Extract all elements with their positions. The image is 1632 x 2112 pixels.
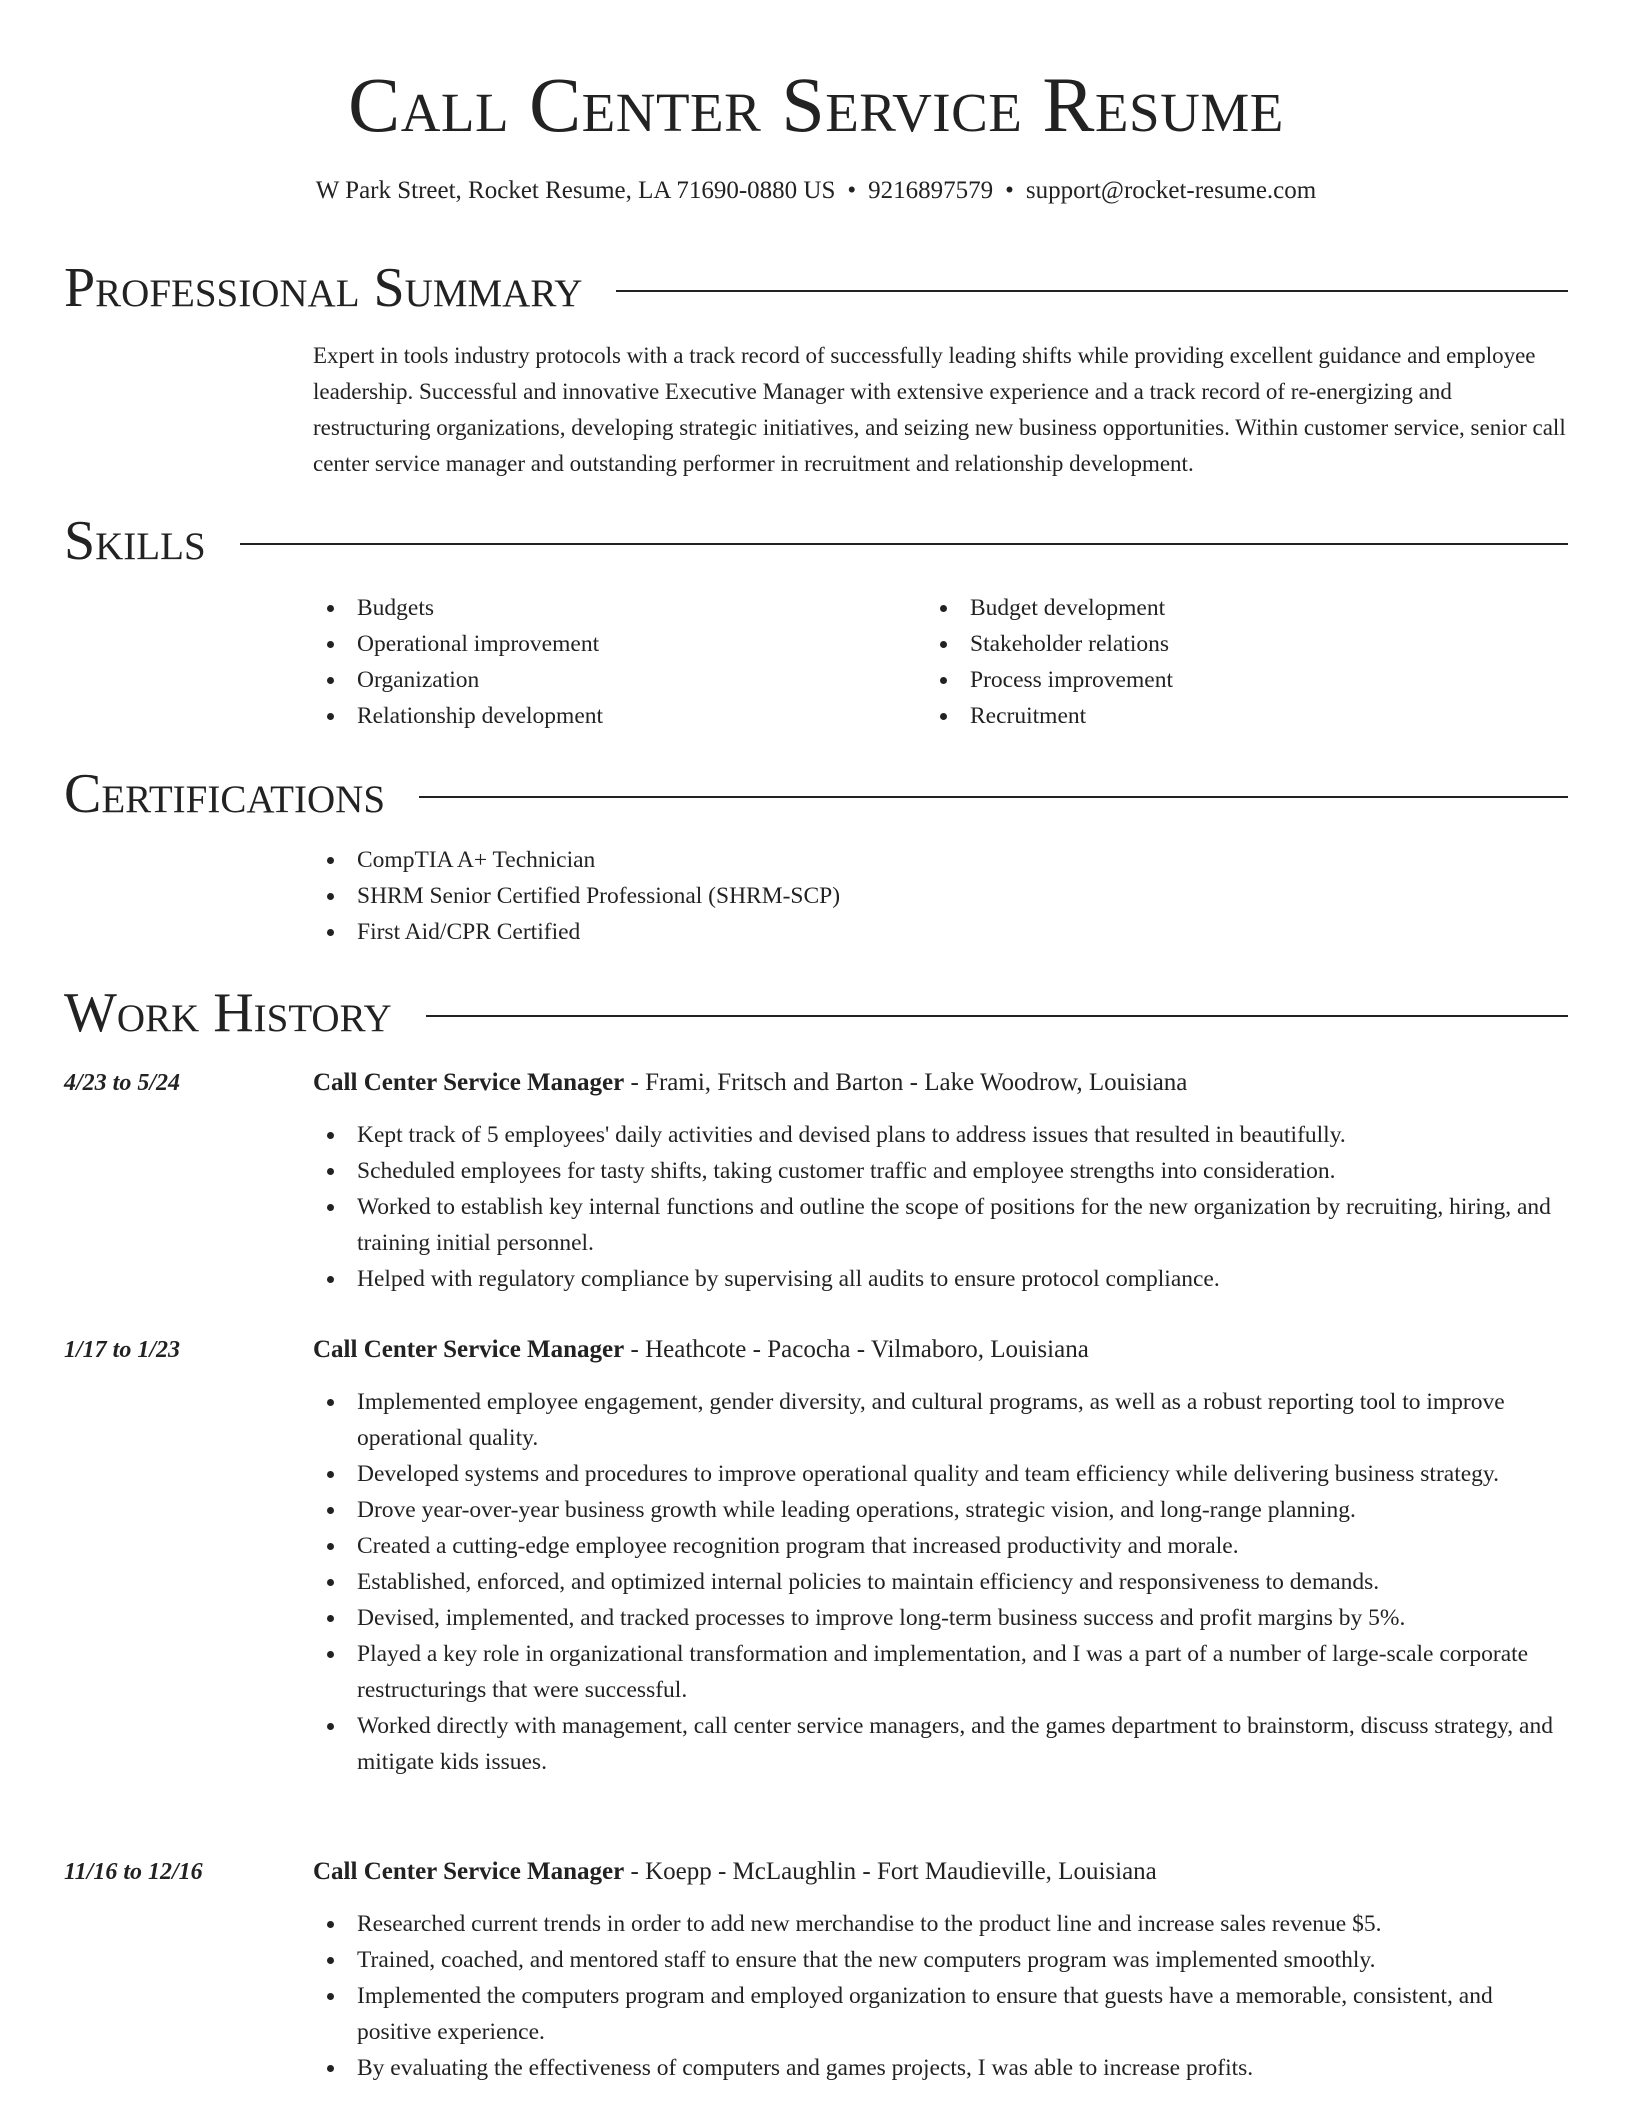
job-employer-location: - Heathcote - Pacocha - Vilmaboro, Louisiana: [624, 1336, 1089, 1363]
job-duty-item: Worked to establish key internal functions and outline the scope of positions for the new organization by recruiting, hiring, and training initial personnel.: [313, 1189, 1569, 1261]
contact-phone: 9216897579: [868, 177, 994, 204]
job-duty-item: Established, enforced, and optimized internal policies to maintain efficiency and responsiveness to demands.: [313, 1564, 1569, 1600]
job-duties-list: [313, 1906, 1569, 2086]
contact-line: [0, 176, 1632, 206]
contact-email: support@rocket-resume.com: [1025, 177, 1317, 204]
job-duty-item: Implemented the computers program and employed organization to ensure that guests have a memorable, consistent, and positive experience.: [313, 1978, 1569, 2050]
job-heading: [313, 1334, 1089, 1366]
job-duties: [313, 1906, 1569, 2086]
job-duty-item: Created a cutting-edge employee recognition program that increased productivity and morale.: [313, 1528, 1569, 1564]
skills-section-header: [64, 506, 1568, 576]
certifications-section-title: Certifications: [64, 763, 386, 825]
skills-column-left: [313, 590, 913, 734]
skills-column-right: [926, 590, 1526, 734]
skill-item: Relationship development: [313, 698, 913, 734]
skill-item: Budget development: [926, 590, 1526, 626]
section-divider: [419, 796, 1568, 798]
certifications-list-wrapper: [313, 842, 1513, 950]
job-duty-item: Worked directly with management, call center service managers, and the games department to brainstorm, discuss strategy, and mitigate kids issues.: [313, 1708, 1569, 1780]
job-duty-item: Played a key role in organizational transformation and implementation, and I was a part of a number of large-scale corporate restructurings that were successful.: [313, 1636, 1569, 1708]
job-dates: 1/17 to 1/23: [64, 1337, 181, 1363]
section-divider: [616, 290, 1568, 292]
job-title: Call Center Service Manager: [313, 1858, 625, 1885]
job-duties-list: [313, 1117, 1569, 1297]
job-heading: [313, 1067, 1187, 1099]
job-duties: [313, 1384, 1569, 1780]
summary-text: Expert in tools industry protocols with a track record of successfully leading shifts while providing excellent guidance and employee leadership. Successful and innovative Executive Manager with extensive experience and a track record of re-energizing and restructuring organizations, developing strategic initiatives, and seizing new business opportunities. Within customer service, senior call center service manager and outstanding performer in recruitment and relationship development.: [313, 343, 1566, 476]
contact-separator: •: [1005, 177, 1014, 204]
work-history-section-title: Work History: [64, 982, 392, 1044]
job-duty-item: By evaluating the effectiveness of computers and games projects, I was able to increase profits.: [313, 2050, 1569, 2086]
job-dates: 4/23 to 5/24: [64, 1070, 181, 1096]
certifications-list: [313, 842, 1513, 950]
skill-item: Budgets: [313, 590, 913, 626]
job-dates: 11/16 to 12/16: [64, 1859, 203, 1885]
job-duty-item: Helped with regulatory compliance by supervising all audits to ensure protocol compliance.: [313, 1261, 1569, 1297]
skill-item: Operational improvement: [313, 626, 913, 662]
job-title: Call Center Service Manager: [313, 1069, 625, 1096]
section-divider: [240, 543, 1568, 545]
job-duty-item: Developed systems and procedures to improve operational quality and team efficiency while delivering business strategy.: [313, 1456, 1569, 1492]
contact-separator: •: [847, 177, 857, 204]
job-title: Call Center Service Manager: [313, 1336, 625, 1363]
resume-name: Call Center Service Resume: [348, 61, 1284, 148]
job-duty-item: Scheduled employees for tasty shifts, taking customer traffic and employee strengths into consideration.: [313, 1153, 1569, 1189]
job-employer-location: - Koepp - McLaughlin - Fort Maudieville, Louisiana: [624, 1858, 1157, 1885]
job-duty-item: Devised, implemented, and tracked processes to improve long-term business success and profit margins by 5%.: [313, 1600, 1569, 1636]
summary-section-header: [64, 253, 1568, 323]
certification-item: First Aid/CPR Certified: [313, 914, 1513, 950]
skill-item: Recruitment: [926, 698, 1526, 734]
skills-list-right: [926, 590, 1526, 734]
work-history-section-header: [64, 978, 1568, 1048]
certification-item: CompTIA A+ Technician: [313, 842, 1513, 878]
job-duty-item: Trained, coached, and mentored staff to ensure that the new computers program was implemented smoothly.: [313, 1942, 1569, 1978]
summary-section-title: Professional Summary: [64, 257, 583, 319]
skills-section-title: Skills: [64, 510, 206, 572]
certifications-section-header: [64, 759, 1568, 829]
job-heading: [313, 1856, 1157, 1888]
skills-list-left: [313, 590, 913, 734]
job-employer-location: - Frami, Fritsch and Barton - Lake Woodrow, Louisiana: [624, 1069, 1188, 1096]
section-divider: [426, 1015, 1568, 1017]
job-duties: [313, 1117, 1569, 1297]
job-duty-item: Researched current trends in order to add new merchandise to the product line and increase sales revenue $5.: [313, 1906, 1569, 1942]
job-duty-item: Drove year-over-year business growth while leading operations, strategic vision, and long-range planning.: [313, 1492, 1569, 1528]
skill-item: Process improvement: [926, 662, 1526, 698]
job-duty-item: Implemented employee engagement, gender diversity, and cultural programs, as well as a robust reporting tool to improve operational quality.: [313, 1384, 1569, 1456]
certification-item: SHRM Senior Certified Professional (SHRM-SCP): [313, 878, 1513, 914]
skill-item: Stakeholder relations: [926, 626, 1526, 662]
contact-address: W Park Street, Rocket Resume, LA 71690-0880 US: [315, 177, 836, 204]
job-duties-list: [313, 1384, 1569, 1780]
skill-item: Organization: [313, 662, 913, 698]
job-duty-item: Kept track of 5 employees' daily activities and devised plans to address issues that resulted in beautifully.: [313, 1117, 1569, 1153]
